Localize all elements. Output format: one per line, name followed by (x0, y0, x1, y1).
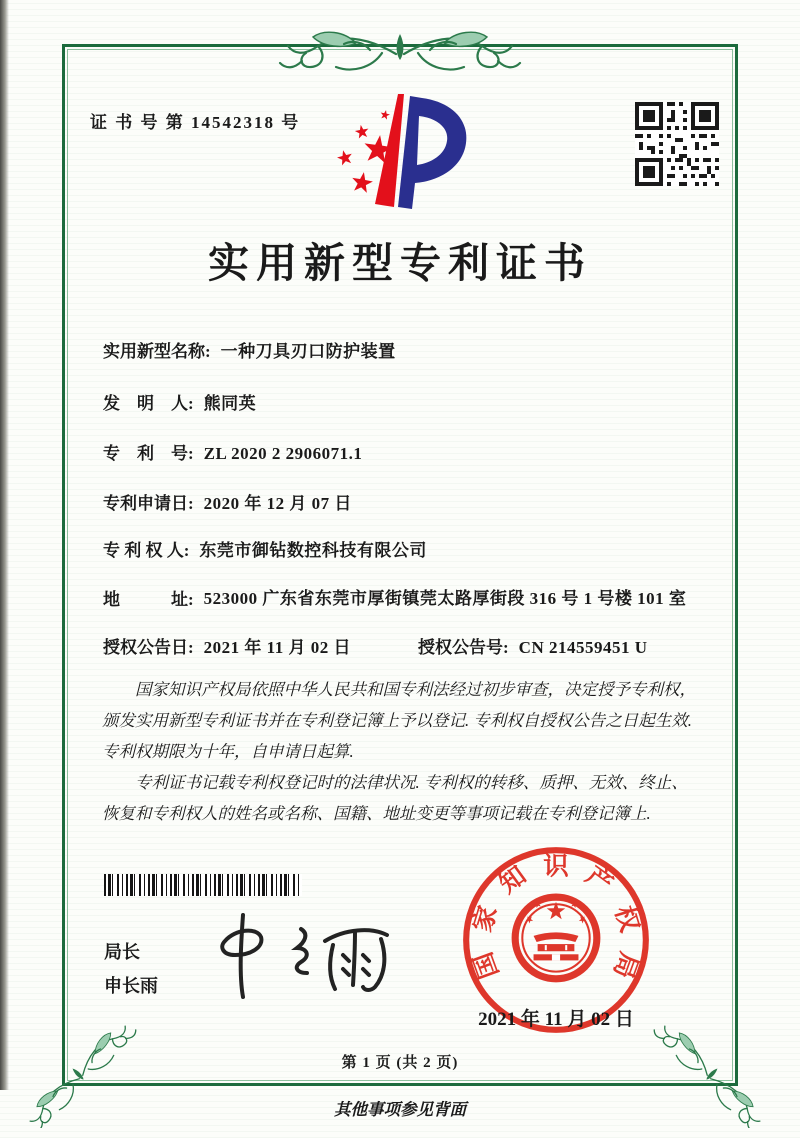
cnipa-logo-icon (328, 90, 480, 218)
field-value: CN 214559451 U (518, 638, 648, 657)
seal-date: 2021 年 11 月 02 日 (478, 1009, 634, 1030)
field-label: 授权公告日: (103, 638, 194, 657)
field-row-address (103, 585, 709, 612)
seal-char: 产 (580, 860, 619, 899)
seal-char: 国 (468, 948, 505, 983)
field-row-patentee (103, 536, 427, 561)
field-label: 专利申请日: (103, 494, 194, 513)
field-value: ZL 2020 2 2906071.1 (203, 444, 363, 463)
field-label: 授权公告号: (418, 638, 509, 657)
field-label: 地 址: (103, 590, 194, 609)
signature-icon (205, 903, 405, 1003)
legal-paragraph-2: 专利证书记载专利权登记时的法律状况. 专利权的转移、质押、无效、终止、恢复和专利权人的姓名或名称、国籍、地址变更等事项记载在专利登记簿上. (102, 773, 688, 823)
field-row-name (103, 337, 396, 362)
commissioner-title: 局长 (104, 942, 140, 962)
seal-char: 权 (609, 902, 645, 936)
certificate-number: 证 书 号 第 14542318 号 (90, 113, 301, 132)
field-value: 东莞市御钻数控科技有限公司 (199, 541, 427, 560)
field-row-grant (103, 633, 648, 658)
field-label: 专 利 号: (103, 444, 194, 463)
seal-char: 识 (543, 851, 569, 881)
ornament-bottom-left-flourish-icon (8, 998, 138, 1128)
back-side-note: 其他事项参见背面 (334, 1100, 466, 1119)
barcode-icon (104, 874, 302, 896)
seal-char: 知 (493, 860, 532, 899)
photo-edge-shadow (0, 0, 9, 1090)
national-emblem-icon (515, 897, 597, 979)
field-row-inventor (103, 389, 256, 414)
field-row-filing-date (103, 489, 352, 514)
seal-char: 家 (467, 902, 503, 936)
commissioner-name: 申长雨 (104, 976, 158, 996)
ornament-bottom-right-flourish-icon (652, 998, 782, 1128)
field-value: 2021 年 11 月 02 日 (203, 638, 351, 657)
legal-body-text (102, 674, 702, 829)
page-number: 第 1 页 (共 2 页) (341, 1055, 459, 1071)
field-value: 2020 年 12 月 07 日 (203, 494, 352, 513)
certificate-title: 实用新型专利证书 (208, 240, 592, 286)
qr-code-icon (635, 102, 719, 186)
seal-char: 局 (607, 948, 644, 983)
field-label: 发 明 人: (103, 394, 194, 413)
field-label: 专 利 权 人: (103, 541, 190, 560)
field-row-patent-no (103, 439, 362, 464)
legal-paragraph-1: 国家知识产权局依照中华人民共和国专利法经过初步审查，决定授予专利权，颁发实用新型专利证书并在专利登记簿上予以登记. 专利权自授权公告之日起生效. 专利权期限为十年，自申请日起算. (102, 680, 696, 761)
field-value: 一种刀具刃口防护装置 (220, 342, 396, 361)
field-value: 熊同英 (203, 394, 257, 413)
ornament-top-flourish-icon (278, 20, 522, 72)
field-grant-no (418, 633, 648, 658)
field-label: 实用新型名称: (103, 342, 211, 361)
field-value: 523000 广东省东莞市厚街镇莞太路厚街段 316 号 1 号楼 101 室 (203, 589, 687, 608)
